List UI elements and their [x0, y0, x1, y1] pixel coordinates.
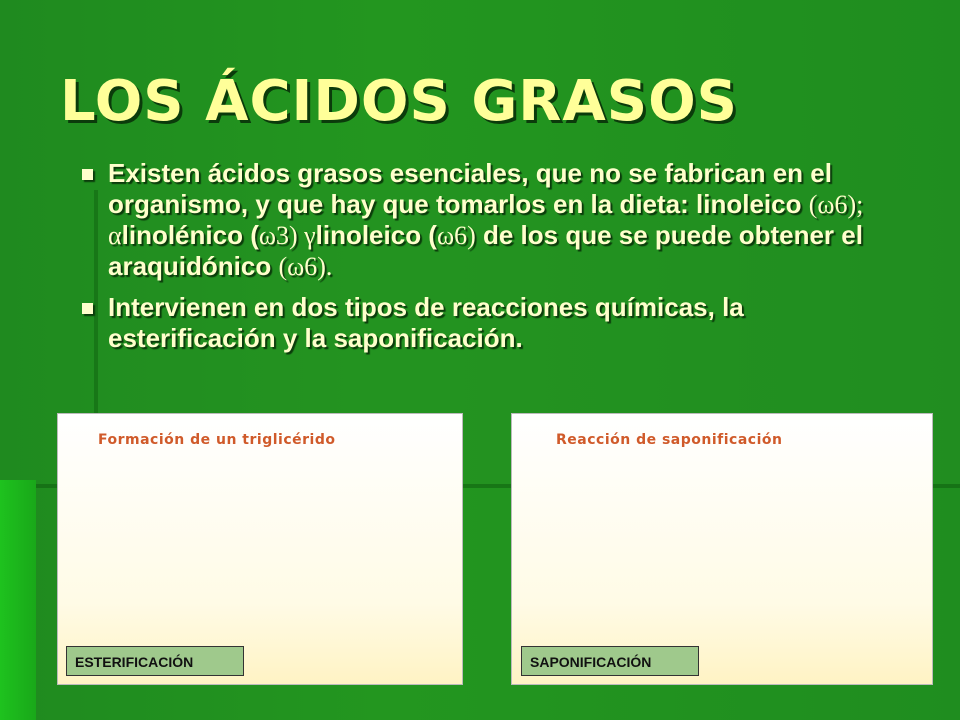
bullet-text-greek: (ω6). [278, 252, 333, 281]
triglyceride-formation-image [57, 413, 463, 685]
saponification-reaction-image [511, 413, 933, 685]
panel-caption-saponification: Reacción de saponificación [556, 432, 783, 448]
bullet-text-greek: (ω6); α [108, 190, 864, 250]
bullet-text-part: linoleico ( [315, 220, 437, 250]
slide-title: LOS ÁCIDOS GRASOS [60, 69, 739, 134]
bullet-text-part: Existen ácidos grasos esenciales, que no se fabrican en el organismo, y que hay que tomarlos en la dieta: linoleico [108, 158, 832, 219]
bullet-text-greek: ω3) γ [258, 221, 316, 250]
bullet-text-part: linolénico ( [121, 220, 259, 250]
bullet-item-reactions [80, 292, 910, 354]
bullet-text-part: de los que se puede obtener el araquidónico [108, 220, 863, 281]
background-band-left [0, 480, 36, 720]
square-bullet-icon [82, 169, 93, 180]
bullet-item-essential-fatty-acids [80, 158, 910, 282]
bullet-text: Intervienen en dos tipos de reacciones químicas, la esterificación y la saponificación. [108, 292, 744, 353]
bullet-text-greek: ω6) [436, 221, 476, 250]
saponification-label: SAPONIFICACIÓN [521, 646, 699, 676]
panel-caption-esterification: Formación de un triglicérido [98, 432, 336, 448]
esterification-label: ESTERIFICACIÓN [66, 646, 244, 676]
bullet-list [80, 158, 910, 364]
square-bullet-icon [82, 303, 93, 314]
